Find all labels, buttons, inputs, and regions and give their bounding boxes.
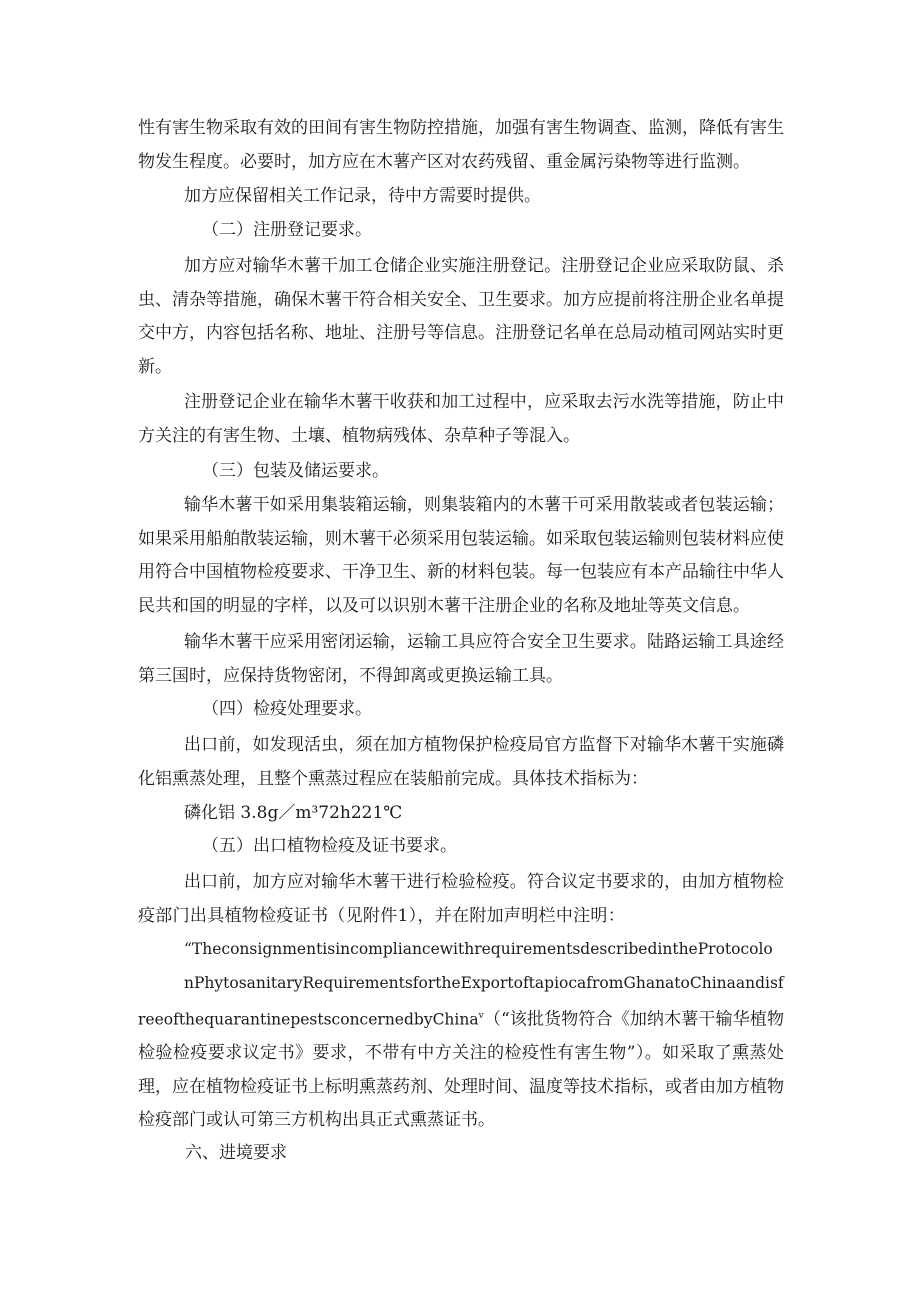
- section-heading-registration: （二）注册登记要求。: [202, 220, 372, 240]
- certificate-text-3: 植物检验检疫要求议定书》要求，不带有中方关注的检疫性有害生物”）。如采取了熏蒸处理，应在植物检疫证书上标明熏蒸药剂、处理时间、温度等技术指标，或者由加方植物检疫部门或认可第三方机构出具正式熏蒸证书。: [138, 1009, 784, 1131]
- paragraph-fumigation-spec: 磷化铝 3.8g／m³72h221℃: [184, 803, 403, 823]
- section-heading-entry: 六、进境要求: [185, 1143, 287, 1163]
- certificate-text-2: 疫部门出具植物检疫证书（见附件1），并在附加声明栏中注明：: [138, 905, 626, 926]
- certificate-english-line-3: reeofthequarantinepestsconcernedbyChina: [138, 1010, 479, 1029]
- certificate-translation: （“该批货物符合《加纳木薯干输华: [483, 1009, 750, 1030]
- paragraph-certificate: [138, 866, 784, 1138]
- section-heading-treatment: （四）检疫处理要求。: [202, 699, 372, 719]
- paragraph-processing: 注册登记企业在输华木薯干收获和加工过程中，应采取去污水洗等措施，防止中方关注的有害生物、土壤、植物病残体、杂草种子等混入。: [138, 392, 784, 446]
- section-heading-packaging: （三）包装及储运要求。: [202, 461, 389, 481]
- paragraph-registration: 加方应对输华木薯干加工仓储企业实施注册登记。注册登记企业应采取防鼠、杀虫、清杂等措施，确保木薯干符合相关安全、卫生要求。加方应提前将注册企业名单提交中方，内容包括名称、地址、注册号等信息。注册登记名单在总局动植司网站实时更新。: [138, 256, 784, 377]
- paragraph-transport: 输华木薯干应采用密闭运输，运输工具应符合安全卫生要求。陆路运输工具途经第三国时，应保持货物密闭，不得卸离或更换运输工具。: [138, 632, 784, 686]
- paragraph-records: 加方应保留相关工作记录，待中方需要时提供。: [184, 186, 541, 206]
- certificate-mark: v: [478, 1011, 484, 1021]
- certificate-text-1: 出口前，加方应对输华木薯干进行检验检疫。符合议定书要求的，由加方植物检: [184, 872, 784, 892]
- certificate-english-line-2: nPhytosanitaryRequirementsfortheExportoftapiocafromGhanatoChinaandisf: [184, 973, 784, 992]
- certificate-english-line-1: “TheconsignmentisincompliancewithrequirementsdescribedintheProtocolo: [184, 940, 773, 958]
- paragraph-pest-control: 性有害生物采取有效的田间有害生物防控措施，加强有害生物调查、监测，降低有害生物发生程度。必要时，加方应在木薯产区对农药残留、重金属污染物等进行监测。: [138, 118, 784, 172]
- paragraph-packaging: 输华木薯干如采用集装箱运输，则集装箱内的木薯干可采用散装或者包装运输；如果采用船舶散装运输，则木薯干必须采用包装运输。如采取包装运输则包装材料应使用符合中国植物检疫要求、干净卫生、新的材料包装。每一包装应有本产品输往中华人民共和国的明显的字样，以及可以识别木薯干注册企业的名称及地址等英文信息。: [138, 495, 784, 616]
- section-heading-certificate: （五）出口植物检疫及证书要求。: [202, 836, 457, 856]
- paragraph-treatment: 出口前，如发现活虫，须在加方植物保护检疫局官方监督下对输华木薯干实施磷化铝熏蒸处理，且整个熏蒸过程应在装船前完成。具体技术指标为：: [138, 735, 784, 789]
